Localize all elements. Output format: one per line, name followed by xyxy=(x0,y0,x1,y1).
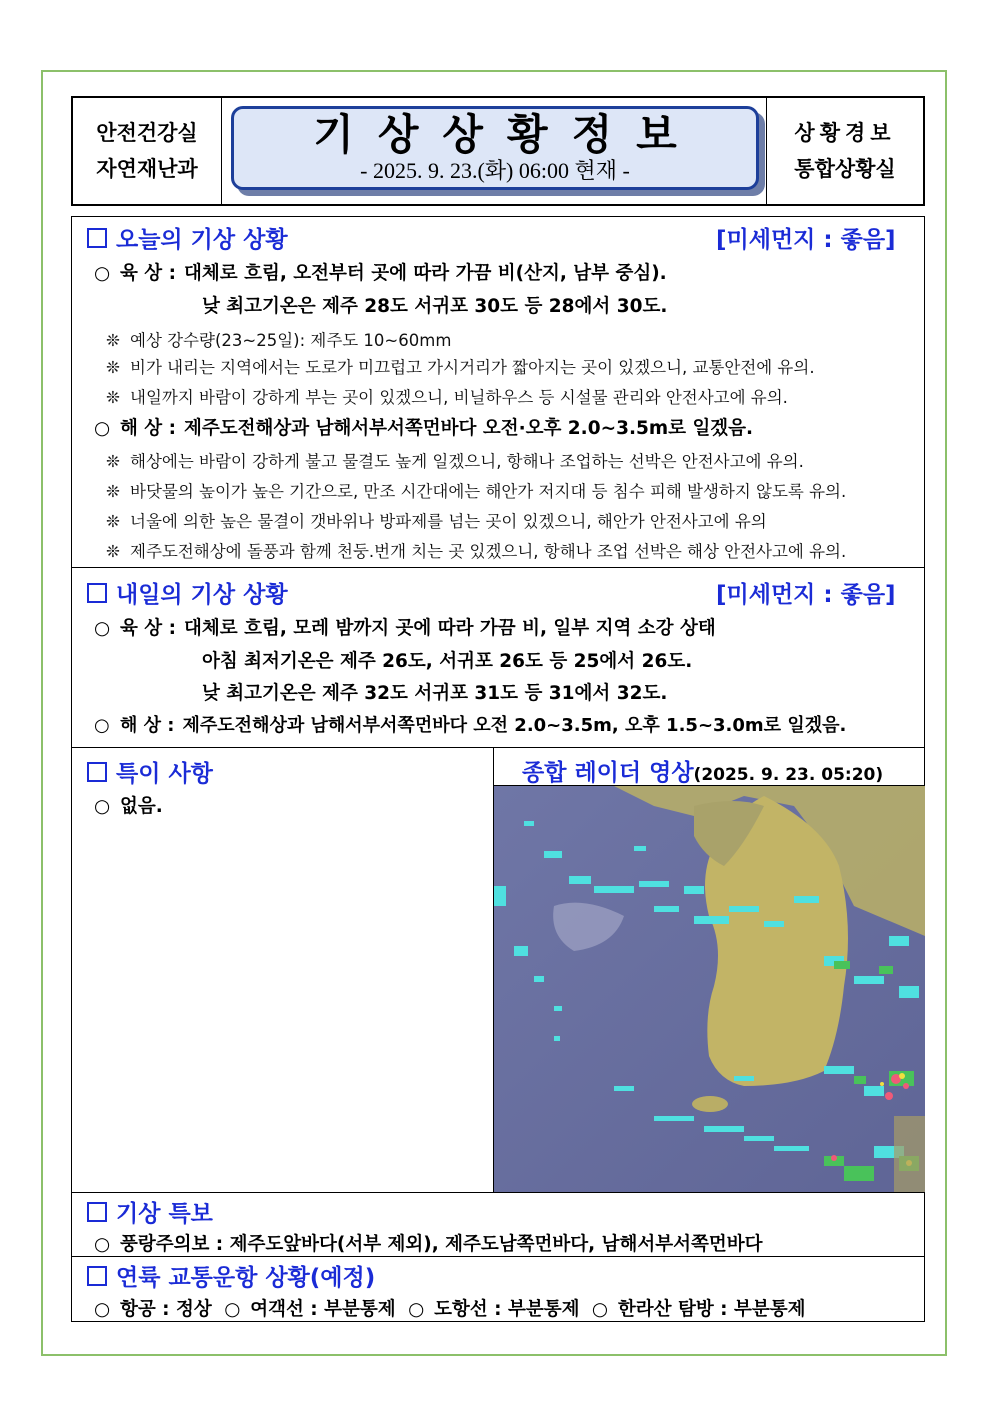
special-heading: 특이 사항 xyxy=(87,755,213,788)
today-dust: [미세먼지 : 좋음] xyxy=(716,227,896,253)
tomorrow-land: ○ 육 상 : 대체로 흐림, 모레 밤까지 곳에 따라 가끔 비, 일부 지역 소강 상태 xyxy=(94,618,716,639)
department-line2: 자연재난과 xyxy=(96,157,198,181)
office xyxy=(766,98,923,204)
today-land: ○ 육 상 : 대체로 흐림, 오전부터 곳에 따라 가끔 비(산지, 남부 중심). xyxy=(94,263,667,284)
page-date: - 2025. 9. 23.(화) 06:00 현재 - xyxy=(360,158,630,183)
checkbox-icon xyxy=(87,228,107,248)
tomorrow-land-min: 아침 최저기온은 제주 26도, 서귀포 26도 등 25에서 26도. xyxy=(202,651,693,672)
checkbox-icon xyxy=(87,583,107,603)
traffic-heading: 연륙 교통운항 상황(예정) xyxy=(87,1259,375,1292)
traffic-items: ○ 항공 : 정상 ○ 여객선 : 부분통제 ○ 도항선 : 부분통제 ○ 한라산 탐방 : 부분통제 xyxy=(94,1299,806,1320)
today-sea-note: ❊ 해상에는 바람이 강하게 불고 물결도 높게 일겠으니, 항해나 조업하는 선박은 안전사고에 유의. xyxy=(106,452,804,471)
tomorrow-land-max: 낮 최고기온은 제주 32도 서귀포 31도 등 31에서 32도. xyxy=(202,683,668,704)
traffic-hallasan: 한라산 탐방 : 부분통제 xyxy=(617,1299,806,1320)
checkbox-icon xyxy=(87,1202,107,1222)
today-sea-note: ❊ 너울에 의한 높은 물결이 갯바위나 방파제를 넘는 곳이 있겠으니, 해안가 안전사고에 유의 xyxy=(106,512,767,531)
traffic-ferry: 여객선 : 부분통제 xyxy=(250,1299,396,1320)
radar-title: 종합 레이더 영상(2025. 9. 23. 05:20) xyxy=(522,760,884,786)
today-sea-note: ❊ 바닷물의 높이가 높은 기간으로, 만조 시간대에는 해안가 저지대 등 침수 피해 발생하지 않도록 유의. xyxy=(106,482,847,501)
special-item: ○ 없음. xyxy=(94,796,163,817)
tomorrow-sea: ○ 해 상 : 제주도전해상과 남해서부서쪽먼바다 오전 2.0~3.5m, 오후 1.5~3.0m로 일겠음. xyxy=(94,715,847,736)
tomorrow-dust: [미세먼지 : 좋음] xyxy=(716,582,896,608)
warning-item: ○ 풍랑주의보 : 제주도앞바다(서부 제외), 제주도남쪽먼바다, 남해서부서쪽먼바다 xyxy=(94,1234,763,1255)
tomorrow-heading: 내일의 기상 상황 xyxy=(87,576,288,609)
traffic-air: 항공 : 정상 xyxy=(120,1299,212,1320)
today-note: ❊ 비가 내리는 지역에서는 도로가 미끄럽고 가시거리가 짧아지는 곳이 있겠으니, 교통안전에 유의. xyxy=(106,358,815,377)
radar-image xyxy=(494,786,925,1192)
checkbox-icon xyxy=(87,762,107,782)
today-note: ❊ 예상 강수량(23~25일): 제주도 10~60mm xyxy=(106,331,452,350)
today-sea-note: ❊ 제주도전해상에 돌풍과 함께 천둥.번개 치는 곳 있겠으니, 항해나 조업 선박은 해상 안전사고에 유의. xyxy=(106,542,847,561)
checkbox-icon xyxy=(87,1266,107,1286)
traffic-island-ferry: 도항선 : 부분통제 xyxy=(434,1299,580,1320)
warning-heading: 기상 특보 xyxy=(87,1195,213,1228)
department xyxy=(73,98,222,204)
header xyxy=(71,96,925,206)
title-box xyxy=(231,106,759,190)
office-line1: 상황경보 xyxy=(794,121,896,145)
today-heading: 오늘의 기상 상황 xyxy=(87,221,288,254)
today-note: ❊ 내일까지 바람이 강하게 부는 곳이 있겠으니, 비닐하우스 등 시설물 관리와 안전사고에 유의. xyxy=(106,388,788,407)
page-title: 기상상황정보 xyxy=(313,110,701,159)
office-line2: 통합상황실 xyxy=(794,157,896,181)
today-sea: ○ 해 상 : 제주도전해상과 남해서부서쪽먼바다 오전·오후 2.0~3.5m로 일겠음. xyxy=(94,418,754,439)
today-land-temp: 낮 최고기온은 제주 28도 서귀포 30도 등 28에서 30도. xyxy=(202,296,668,317)
department-line1: 안전건강실 xyxy=(96,121,198,145)
